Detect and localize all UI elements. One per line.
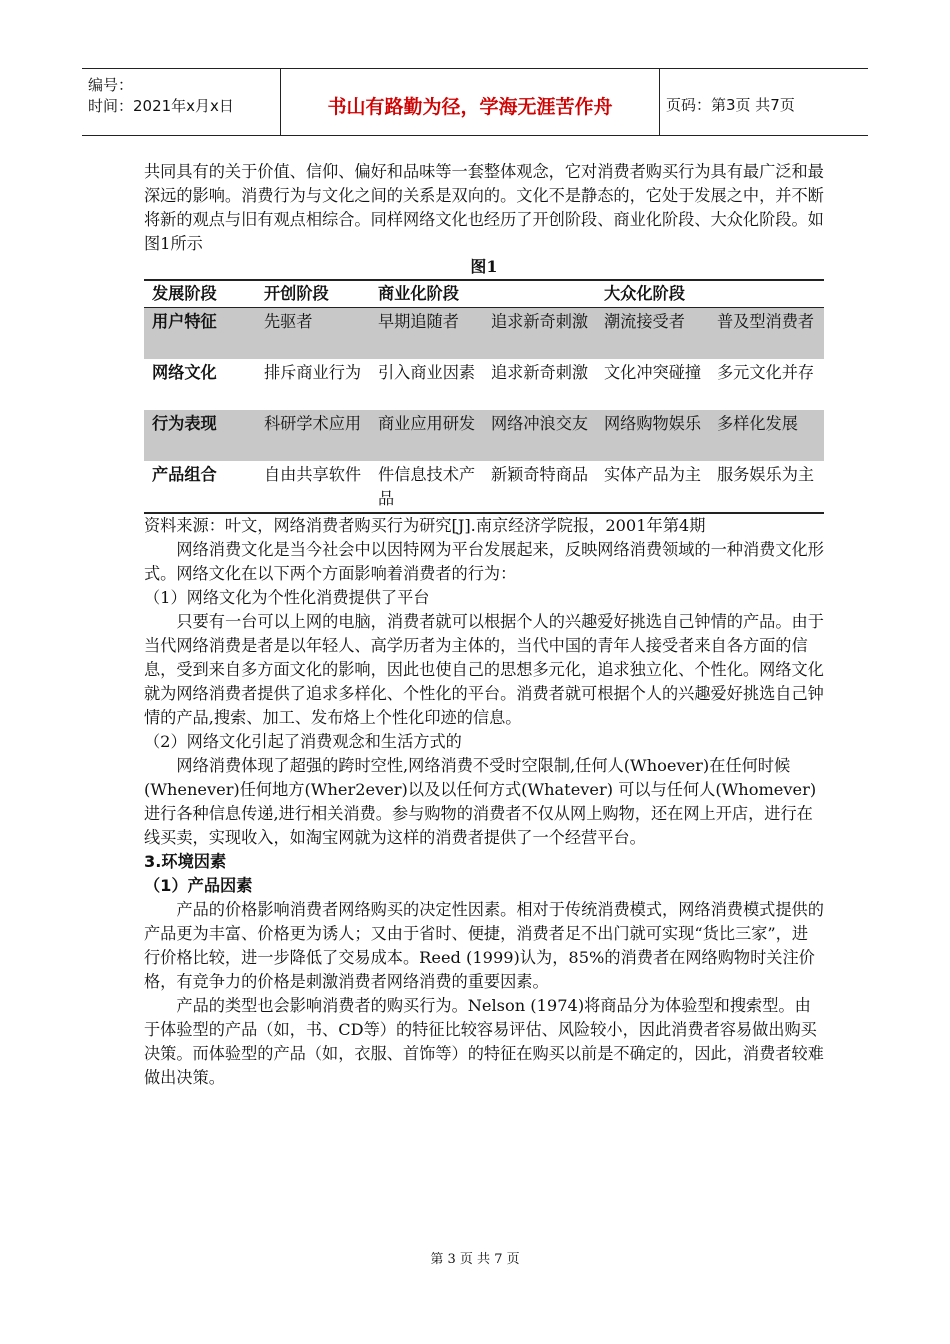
table-row	[144, 461, 824, 513]
row-label: 行为表现	[144, 410, 258, 461]
table-cell: 排斥商业行为	[264, 363, 362, 382]
body-paragraph: 产品的类型也会影响消费者的购买行为。Nelson (1974)将商品分为体验型和搜索型。由于体验型的产品（如，书、CD等）的特征比较容易评估、风险较小，因此消费者容易做出购买决策。而体验型的产品（如，衣服、首饰等）的特征在购买以前是不确定的，因此，消费者较难做出决策。	[144, 996, 824, 1087]
table-cell: 普及型消费者	[711, 308, 824, 360]
page-footer: 第 3 页 共 7 页	[430, 1252, 520, 1267]
table-header-cell	[711, 280, 824, 308]
table-cell: 先驱者	[258, 308, 372, 360]
header-motto: 书山有路勤为径，学海无涯苦作舟	[327, 96, 613, 118]
section-heading: 3.环境因素	[144, 852, 227, 871]
table-cell: 商业应用研发	[372, 410, 485, 461]
header-motto-cell	[281, 69, 660, 135]
header-page-number: 页码：第3页 共7页	[666, 96, 795, 114]
table-cell: 潮流接受者	[598, 308, 711, 360]
table-header-cell: 开创阶段	[258, 280, 372, 308]
table-cell: 新颖奇特商品	[485, 461, 598, 513]
body-paragraph: 网络消费体现了超强的跨时空性,网络消费不受时空限制,任何人(Whoever)在任何时候(Whenever)任何地方(Wher2ever)以及以任何方式(Whatever) 可以与任何人(Whomever)进行各种信息传递,进行相关消费。参与购物的消费者不仅从网上购物，还在网上开店，进行在线买卖，实现收入，如淘宝网就为这样的消费者提供了一个经营平台。	[144, 756, 817, 847]
table-row	[144, 308, 824, 360]
table-row	[144, 359, 824, 410]
page-header	[82, 68, 868, 136]
culture-stage-table	[144, 279, 824, 514]
table-cell: 服务娱乐为主	[711, 461, 824, 513]
document-code-label: 编号：	[88, 76, 134, 94]
body-paragraph: 只要有一台可以上网的电脑，消费者就可以根据个人的兴趣爱好挑选自己钟情的产品。由于当代网络消费是者是以年轻人、高学历者为主体的，当代中国的青年人接受者来自各方面的信息，受到来自多方面文化的影响，因此也使自己的思想多元化，追求独立化、个性化。网络文化就为网络消费者提供了追求多样化、个性化的平台。消费者就可根据个人的兴趣爱好挑选自己钟情的产品,搜索、加工、发布烙上个性化印迹的信息。	[144, 612, 824, 727]
subsection-heading: （1）产品因素	[144, 876, 253, 895]
table-cell: 件信息技术产品	[372, 461, 485, 513]
table-header-row	[144, 280, 824, 308]
list-item: （2）网络文化引起了消费观念和生活方式的	[144, 732, 462, 751]
table-header-cell	[485, 280, 598, 308]
table-cell: 自由共享软件	[258, 461, 372, 513]
table-cell: 追求新奇刺激	[491, 363, 589, 382]
table-cell: 早期追随者	[372, 308, 485, 360]
table-cell: 多样化发展	[711, 410, 824, 461]
document-time-label: 时间：2021年x月x日	[88, 97, 234, 115]
table-header-cell: 大众化阶段	[598, 280, 711, 308]
row-label: 产品组合	[144, 461, 258, 513]
intro-paragraph: 共同具有的关于价值、信仰、偏好和品味等一套整体观念，它对消费者购买行为具有最广泛和最深远的影响。消费行为与文化之间的关系是双向的。文化不是静态的，它处于发展之中，并不断将新的观点与旧有观点相综合。同样网络文化也经历了开创阶段、商业化阶段、大众化阶段。如图1所示	[144, 162, 824, 253]
table-cell: 引入商业因素	[378, 363, 476, 382]
row-label: 用户特征	[144, 308, 258, 360]
table-cell: 追求新奇刺激	[485, 308, 598, 360]
table-cell: 科研学术应用	[258, 410, 372, 461]
body-paragraph: 产品的价格影响消费者网络购买的决定性因素。相对于传统消费模式，网络消费模式提供的产品更为丰富、价格更为诱人；又由于省时、便捷，消费者足不出门就可实现“货比三家”，进行价格比较，进一步降低了交易成本。Reed (1999)认为，85%的消费者在网络购物时关注价格，有竞争力的价格是刺激消费者网络消费的重要因素。	[144, 900, 824, 991]
header-meta-cell	[82, 69, 281, 135]
row-label: 网络文化	[152, 363, 217, 382]
header-page-cell	[660, 69, 868, 135]
table-cell: 网络冲浪交友	[485, 410, 598, 461]
table-cell: 网络购物娱乐	[598, 410, 711, 461]
table-header-cell: 发展阶段	[144, 280, 258, 308]
table-cell: 实体产品为主	[598, 461, 711, 513]
body-paragraph: 网络消费文化是当今社会中以因特网为平台发展起来，反映网络消费领域的一种消费文化形式。网络文化在以下两个方面影响着消费者的行为：	[144, 540, 824, 583]
table-source-note: 资料来源：叶文，网络消费者购买行为研究[J].南京经济学院报，2001年第4期	[144, 516, 706, 535]
figure-title: 图1	[470, 257, 498, 276]
table-row	[144, 410, 824, 461]
list-item: （1）网络文化为个性化消费提供了平台	[144, 588, 430, 607]
table-header-cell: 商业化阶段	[372, 280, 485, 308]
table-cell: 多元文化并存	[717, 363, 815, 382]
table-cell: 文化冲突碰撞	[604, 363, 702, 382]
document-body	[144, 160, 824, 1090]
